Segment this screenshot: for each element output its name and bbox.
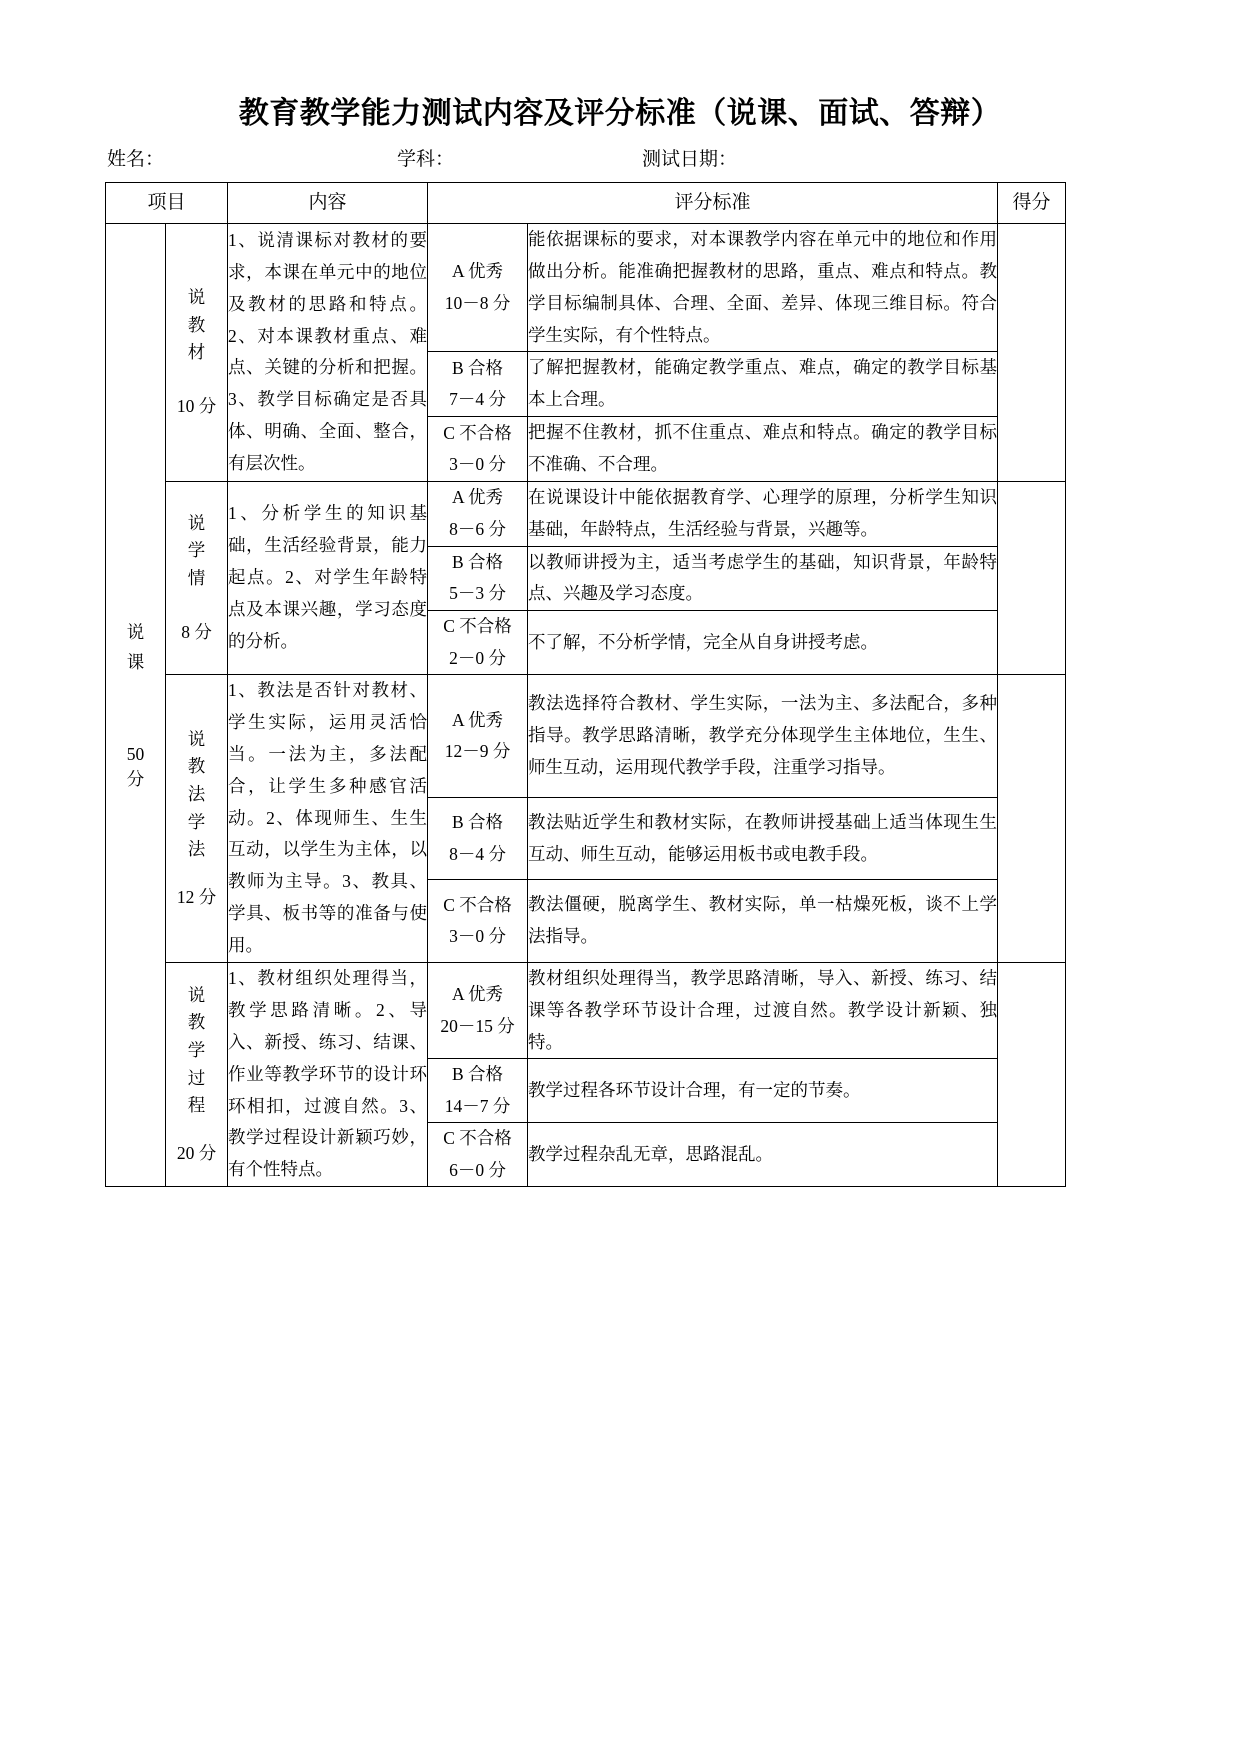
section-char: 课 <box>126 651 145 672</box>
subitem-char: 说 <box>187 287 206 308</box>
criteria-description-cell: 教学过程各环节设计合理，有一定的节奏。 <box>528 1059 998 1123</box>
score-input-cell[interactable] <box>998 481 1066 674</box>
subitem-points: 8 分 <box>181 621 212 642</box>
grade-cell <box>428 880 528 962</box>
header-score: 得分 <box>998 183 1066 224</box>
table-row <box>106 224 1066 352</box>
grade-cell <box>428 611 528 675</box>
rubric-table <box>105 182 1066 1187</box>
header-item: 项目 <box>106 183 228 224</box>
criteria-description-cell: 了解把握教材，能确定教学重点、难点，确定的教学目标基本上合理。 <box>528 352 998 417</box>
criteria-description-cell: 教法贴近学生和教材实际，在教师讲授基础上适当体现生生互动、师生互动，能够运用板书或电教手段。 <box>528 798 998 880</box>
subitem-char: 说 <box>187 512 206 533</box>
grade-cell <box>428 224 528 352</box>
score-input-cell[interactable] <box>998 962 1066 1187</box>
criteria-description-cell: 教法僵硬，脱离学生、教材实际，单一枯燥死板，谈不上学法指导。 <box>528 880 998 962</box>
grade-cell <box>428 962 528 1059</box>
grade-label: C 不合格 <box>443 616 512 637</box>
header-criteria: 评分标准 <box>428 183 998 224</box>
criteria-description-cell: 把握不住教材，抓不住重点、难点和特点。确定的教学目标不准确、不合理。 <box>528 417 998 482</box>
table-row <box>106 675 1066 798</box>
table-row <box>106 962 1066 1059</box>
grade-range: 20－15 分 <box>440 1015 515 1036</box>
subject-field-label: 学科： <box>397 148 455 170</box>
content-cell <box>228 224 428 482</box>
grade-cell <box>428 1059 528 1123</box>
grade-label: C 不合格 <box>443 894 512 915</box>
grade-label: A 优秀 <box>451 984 504 1005</box>
subitem-char: 法 <box>187 839 206 860</box>
grade-label: B 合格 <box>451 812 504 833</box>
grade-cell <box>428 798 528 880</box>
content-cell <box>228 675 428 963</box>
grade-label: A 优秀 <box>451 487 504 508</box>
subitem-char: 材 <box>187 342 206 363</box>
grade-range: 10－8 分 <box>444 292 511 313</box>
grade-cell <box>428 546 528 611</box>
subitem-points: 10 分 <box>176 396 217 417</box>
test-date-field-label: 测试日期： <box>642 148 738 170</box>
subitem-char: 教 <box>187 314 206 335</box>
subitem-char: 说 <box>187 984 206 1005</box>
subitem-label-cell <box>166 224 228 482</box>
subitem-char: 情 <box>187 568 206 589</box>
meta-fields-row <box>105 147 1135 174</box>
grade-label: A 优秀 <box>451 709 504 730</box>
section-points-number: 50 <box>126 743 145 764</box>
subitem-label-cell <box>166 481 228 674</box>
criteria-description-cell: 以教师讲授为主，适当考虑学生的基础，知识背景，年龄特点、兴趣及学习态度。 <box>528 546 998 611</box>
criteria-description-cell: 教学过程杂乱无章，思路混乱。 <box>528 1123 998 1187</box>
grade-range: 3－0 分 <box>449 926 506 947</box>
criteria-description-cell: 教材组织处理得当，教学思路清晰，导入、新授、练习、结课等各教学环节设计合理，过渡自然。教学设计新颖、独特。 <box>528 962 998 1059</box>
content-cell <box>228 481 428 674</box>
header-content: 内容 <box>228 183 428 224</box>
grade-range: 5－3 分 <box>449 583 506 604</box>
grade-cell <box>428 481 528 546</box>
rubric-body <box>106 224 1066 1187</box>
content-text: 1、教材组织处理得当，教学思路清晰。2、导入、新授、练习、结课、作业等教学环节的设计环环相扣，过渡自然。3、教学过程设计新颖巧妙，有个性特点。 <box>228 968 428 1180</box>
subitem-char: 教 <box>187 1012 206 1033</box>
grade-range: 2－0 分 <box>449 647 506 668</box>
grade-cell <box>428 352 528 417</box>
criteria-description-cell: 不了解，不分析学情，完全从自身讲授考虑。 <box>528 611 998 675</box>
grade-label: B 合格 <box>451 551 504 572</box>
subitem-char: 学 <box>187 540 206 561</box>
table-header-row <box>106 183 1066 224</box>
grade-range: 3－0 分 <box>449 454 506 474</box>
content-text: 1、说清课标对教材的要求，本课在单元中的地位及教材的思路和特点。2、对本课教材重点、难点、关键的分析和把握。3、教学目标确定是否具体、明确、全面、整合，有层次性。 <box>228 230 428 473</box>
section-label-cell <box>106 224 166 1187</box>
content-cell <box>228 962 428 1187</box>
table-row <box>106 481 1066 546</box>
criteria-description-cell: 能依据课标的要求，对本课教学内容在单元中的地位和作用做出分析。能准确把握教材的思路，重点、难点和特点。教学目标编制具体、合理、全面、差异、体现三维目标。符合学生实际，有个性特点。 <box>528 224 998 352</box>
subitem-char: 过 <box>187 1067 206 1088</box>
content-text: 1、教法是否针对教材、学生实际，运用灵活恰当。一法为主，多法配合，让学生多种感官活动。2、体现师生、生生互动，以学生为主体，以教师为主导。3、教具、学具、板书等的准备与使用。 <box>228 680 428 955</box>
criteria-description-cell: 教法选择符合教材、学生实际，一法为主、多法配合，多种指导。教学思路清晰，教学充分体现学生主体地位，生生、师生互动，运用现代教学手段，注重学习指导。 <box>528 675 998 798</box>
score-input-cell[interactable] <box>998 675 1066 963</box>
subitem-label-cell <box>166 962 228 1187</box>
subitem-char: 学 <box>187 1039 206 1060</box>
grade-label: B 合格 <box>451 1064 504 1085</box>
subitem-char: 说 <box>187 728 206 749</box>
grade-cell <box>428 675 528 798</box>
score-input-cell[interactable] <box>998 224 1066 482</box>
grade-range: 14－7 分 <box>444 1095 511 1116</box>
grade-range: 8－4 分 <box>449 843 506 864</box>
subitem-char: 程 <box>187 1095 206 1116</box>
grade-label: C 不合格 <box>443 1128 512 1149</box>
subitem-label-cell <box>166 675 228 963</box>
subitem-points: 20 分 <box>176 1142 217 1163</box>
grade-range: 12－9 分 <box>444 741 511 762</box>
grade-range: 6－0 分 <box>449 1159 506 1180</box>
grade-range: 8－6 分 <box>449 518 506 539</box>
grade-cell <box>428 1123 528 1187</box>
section-points-unit: 分 <box>126 768 145 789</box>
name-field-label: 姓名： <box>107 148 165 170</box>
subitem-char: 法 <box>187 783 206 804</box>
grade-cell <box>428 417 528 482</box>
grade-label: C 不合格 <box>443 422 512 443</box>
subitem-char: 学 <box>187 811 206 832</box>
section-char: 说 <box>126 622 145 643</box>
page-title: 教育教学能力测试内容及评分标准（说课、面试、答辩） <box>238 97 1002 130</box>
grade-range: 7－4 分 <box>449 389 506 410</box>
grade-label: A 优秀 <box>451 261 504 282</box>
subitem-points: 12 分 <box>176 886 217 907</box>
grade-label: B 合格 <box>451 357 504 378</box>
subitem-char: 教 <box>187 756 206 777</box>
criteria-description-cell: 在说课设计中能依据教育学、心理学的原理，分析学生知识基础，年龄特点，生活经验与背景，兴趣等。 <box>528 481 998 546</box>
content-text: 1、分析学生的知识基础，生活经验背景，能力起点。2、对学生年龄特点及本课兴趣，学习态度的分析。 <box>228 503 428 651</box>
